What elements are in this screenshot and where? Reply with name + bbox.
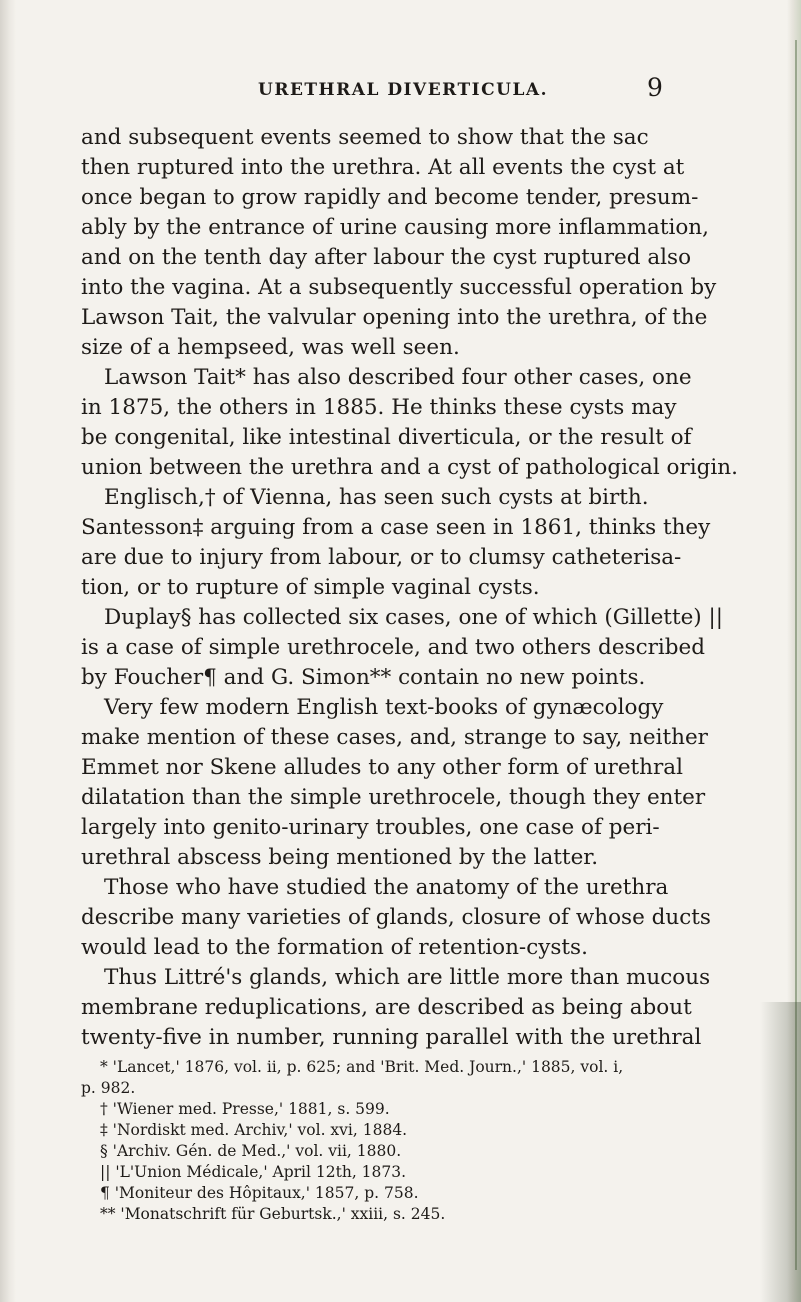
body-line: then ruptured into the urethra. At all events the cyst at	[81, 155, 685, 180]
body-line: Duplay§ has collected six cases, one of which (Gillette) ||	[104, 605, 724, 630]
body-line: are due to injury from labour, or to clumsy catheterisa-	[81, 545, 682, 570]
corner-shadow	[760, 1002, 801, 1302]
footnote-line: * 'Lancet,' 1876, vol. ii, p. 625; and 'Brit. Med. Journ.,' 1885, vol. i,	[100, 1058, 624, 1076]
body-line: into the vagina. At a subsequently successful operation by	[81, 275, 717, 300]
body-line: Santesson‡ arguing from a case seen in 1861, thinks they	[81, 515, 711, 540]
body-line: Very few modern English text-books of gynæcology	[104, 695, 664, 720]
body-line: ably by the entrance of urine causing more inflammation,	[81, 215, 709, 240]
footnote-line: § 'Archiv. Gén. de Med.,' vol. vii, 1880.	[100, 1142, 402, 1160]
footnote-line: † 'Wiener med. Presse,' 1881, s. 599.	[100, 1100, 390, 1118]
page-number: 9	[647, 73, 663, 102]
body-line: dilatation than the simple urethrocele, though they enter	[81, 785, 706, 810]
body-line: Those who have studied the anatomy of the urethra	[104, 875, 669, 900]
body-line: Emmet nor Skene alludes to any other form of urethral	[81, 755, 683, 780]
body-line: once began to grow rapidly and become tender, presum-	[81, 185, 699, 210]
body-line: is a case of simple urethrocele, and two others described	[81, 635, 706, 660]
body-line: would lead to the formation of retention-cysts.	[81, 935, 588, 960]
body-line: Lawson Tait, the valvular opening into the urethra, of the	[81, 305, 708, 330]
body-line: and on the tenth day after labour the cyst ruptured also	[81, 245, 692, 270]
body-line: describe many varieties of glands, closure of whose ducts	[81, 905, 711, 930]
body-line: size of a hempseed, was well seen.	[81, 335, 460, 360]
body-line: and subsequent events seemed to show that the sac	[81, 125, 649, 150]
body-line: twenty-five in number, running parallel with the urethral	[81, 1025, 702, 1050]
body-line: be congenital, like intestinal diverticula, or the result of	[81, 425, 692, 450]
footnote-line: p. 982.	[81, 1079, 136, 1097]
body-line: urethral abscess being mentioned by the latter.	[81, 845, 599, 870]
footnote-line: ‡ 'Nordiskt med. Archiv,' vol. xvi, 1884.	[100, 1121, 408, 1139]
body-line: make mention of these cases, and, strange to say, neither	[81, 725, 708, 750]
body-line: Lawson Tait* has also described four other cases, one	[104, 365, 692, 390]
body-line: membrane reduplications, are described as being about	[81, 995, 692, 1020]
footnote-line: || 'L'Union Médicale,' April 12th, 1873.	[100, 1163, 407, 1181]
footnote-line: ¶ 'Moniteur des Hôpitaux,' 1857, p. 758.	[100, 1184, 419, 1202]
body-line: largely into genito-urinary troubles, one case of peri-	[81, 815, 660, 840]
body-line: tion, or to rupture of simple vaginal cysts.	[81, 575, 540, 600]
running-head: URETHRAL DIVERTICULA.	[258, 80, 549, 100]
body-line: union between the urethra and a cyst of pathological origin.	[81, 455, 738, 480]
body-line: in 1875, the others in 1885. He thinks these cysts may	[81, 395, 677, 420]
body-line: by Foucher¶ and G. Simon** contain no new points.	[81, 665, 646, 690]
page-binding-shadow	[0, 0, 16, 1302]
footnote-line: ** 'Monatschrift für Geburtsk.,' xxiii, s. 245.	[100, 1205, 446, 1223]
body-line: Thus Littré's glands, which are little more than mucous	[104, 965, 711, 990]
body-line: Englisch,† of Vienna, has seen such cysts at birth.	[104, 485, 649, 510]
